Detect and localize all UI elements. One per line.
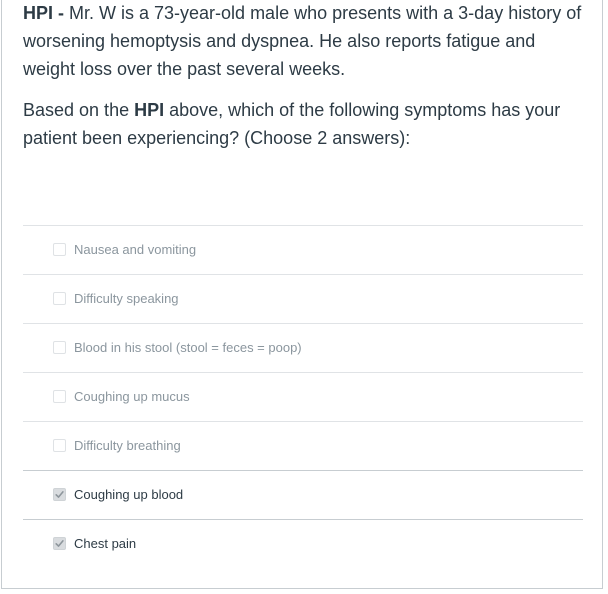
answer-label: Chest pain: [74, 536, 137, 551]
prompt-bold: HPI: [134, 100, 165, 120]
answer-option[interactable]: [23, 225, 583, 274]
answer-label: Difficulty breathing: [74, 438, 181, 453]
prompt-after: above, which of the following symptoms has your patient been experiencing? (Choose 2 answers):: [23, 100, 561, 148]
hpi-label: HPI -: [23, 3, 65, 23]
question-text: [23, 0, 589, 152]
answer-checkbox-checked[interactable]: [53, 537, 66, 550]
check-icon: [54, 538, 65, 549]
answer-checkbox[interactable]: [53, 292, 66, 305]
question-card: [1, 0, 603, 589]
answer-option[interactable]: [23, 323, 583, 372]
answer-checkbox[interactable]: [53, 341, 66, 354]
answer-list: [23, 225, 583, 568]
answer-checkbox[interactable]: [53, 243, 66, 256]
answer-option[interactable]: [23, 274, 583, 323]
answer-checkbox-checked[interactable]: [53, 488, 66, 501]
answer-label: Difficulty speaking: [74, 291, 179, 306]
answer-label: Coughing up blood: [74, 487, 184, 502]
answer-label: Nausea and vomiting: [74, 242, 197, 257]
answer-option-selected[interactable]: [23, 470, 583, 519]
answer-option[interactable]: [23, 421, 583, 470]
prompt-before: Based on the: [23, 100, 135, 120]
answer-option[interactable]: [23, 372, 583, 421]
answer-label: Coughing up mucus: [74, 389, 190, 404]
check-icon: [54, 489, 65, 500]
question-prompt: [23, 96, 589, 152]
answer-checkbox[interactable]: [53, 439, 66, 452]
answer-checkbox[interactable]: [53, 390, 66, 403]
hpi-text: Mr. W is a 73-year-old male who presents with a 3-day history of worsening hemoptysis and dyspnea. He also reports fatigue and weight loss over the past several weeks.: [23, 3, 582, 79]
answer-option-selected[interactable]: [23, 519, 583, 568]
answer-label: Blood in his stool (stool = feces = poop): [74, 340, 302, 355]
hpi-paragraph: [23, 0, 589, 83]
